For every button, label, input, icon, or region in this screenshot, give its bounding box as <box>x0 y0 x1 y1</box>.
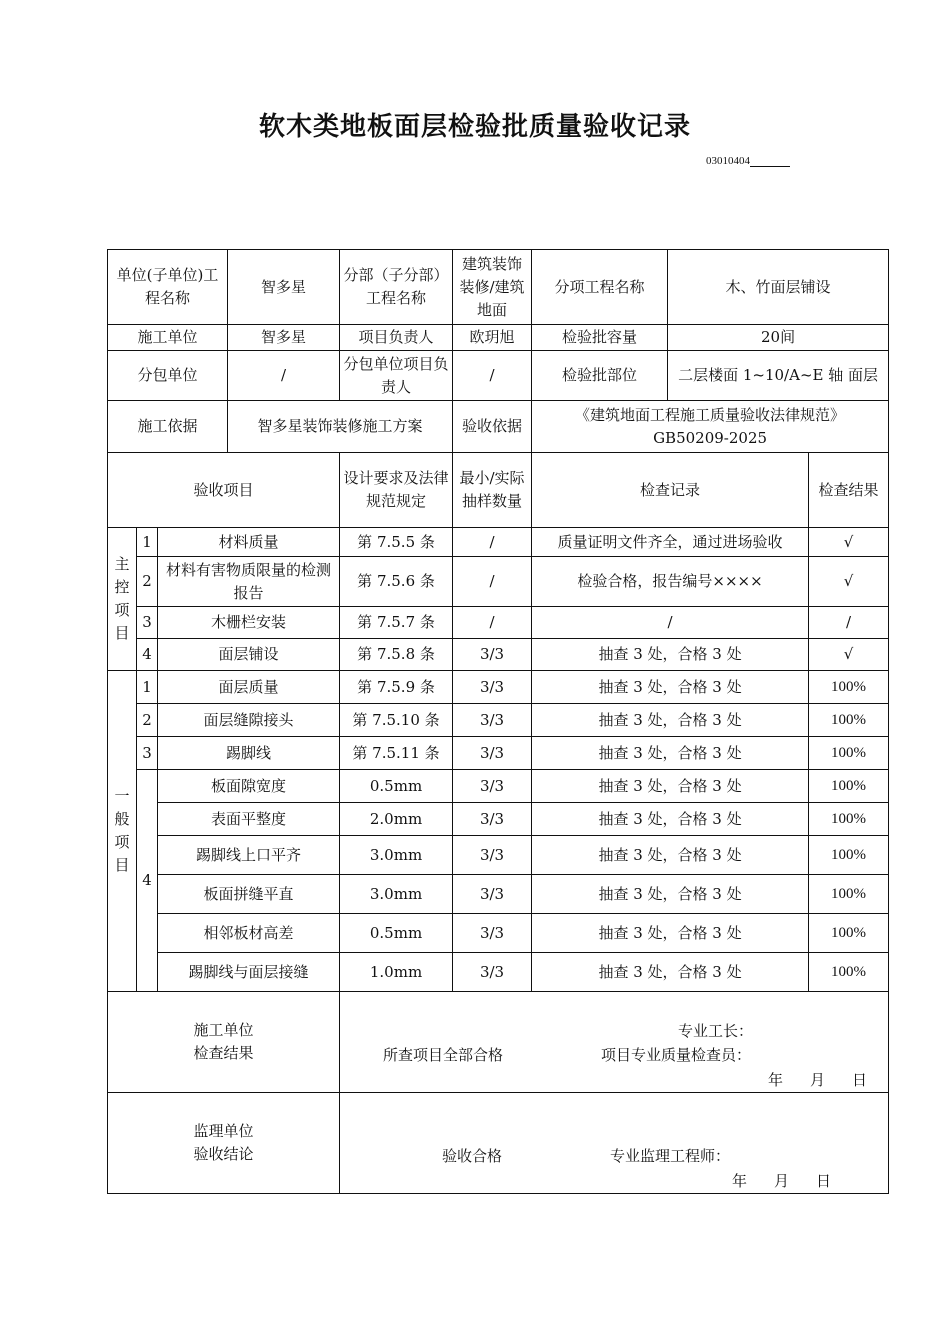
row-result: √ <box>809 528 889 557</box>
row-clause: 第 7.5.11 条 <box>340 737 453 770</box>
row-record: 抽查 3 处，合格 3 处 <box>532 704 809 737</box>
sub-pm-label: 分包单位项目负责人 <box>340 351 453 401</box>
col-items: 验收项目 <box>108 453 340 528</box>
row-name: 相邻板材高差 <box>158 914 340 953</box>
table-row <box>108 671 889 704</box>
location-value: 二层楼面 1~10/A~E 轴 面层 <box>668 351 889 401</box>
sub-value: / <box>228 351 340 401</box>
constructor-check-label <box>108 992 340 1093</box>
header-row-subcontractor <box>108 351 889 401</box>
table-row <box>108 770 889 803</box>
general-label <box>108 671 137 992</box>
sub-label: 分包单位 <box>108 351 228 401</box>
row-record: 质量证明文件齐全，通过进场验收 <box>532 528 809 557</box>
row-record: 抽查 3 处，合格 3 处 <box>532 770 809 803</box>
row-no: 3 <box>137 607 158 639</box>
group-no: 4 <box>137 770 158 992</box>
acceptance-basis-standard: 《建筑地面工程施工质量验收法律规范》 <box>575 405 846 424</box>
row-name: 木栅栏安装 <box>158 607 340 639</box>
row-name: 踢脚线 <box>158 737 340 770</box>
table-row <box>108 803 889 836</box>
row-result: 100% <box>809 737 889 770</box>
row-record: 抽查 3 处，合格 3 处 <box>532 875 809 914</box>
row-no: 4 <box>137 639 158 671</box>
row-sample: 3/3 <box>453 671 532 704</box>
header-row-basis <box>108 401 889 453</box>
header-row-constructor <box>108 325 889 351</box>
row-record: 抽查 3 处，合格 3 处 <box>532 953 809 992</box>
row-clause: 0.5mm <box>340 914 453 953</box>
row-result: 100% <box>809 704 889 737</box>
row-sample: 3/3 <box>453 639 532 671</box>
row-clause: 第 7.5.5 条 <box>340 528 453 557</box>
form-code-blank <box>750 156 790 167</box>
row-clause: 第 7.5.8 条 <box>340 639 453 671</box>
row-result: 100% <box>809 953 889 992</box>
row-name: 板面隙宽度 <box>158 770 340 803</box>
constructor-check-content <box>340 992 889 1093</box>
row-record: 抽查 3 处，合格 3 处 <box>532 639 809 671</box>
row-result: √ <box>809 639 889 671</box>
row-clause: 1.0mm <box>340 953 453 992</box>
item-value: 木、竹面层铺设 <box>668 250 889 325</box>
constructor-value: 智多星 <box>228 325 340 351</box>
pm-value: 欧玥旭 <box>453 325 532 351</box>
table-row <box>108 528 889 557</box>
col-sample: 最小/实际抽样数量 <box>453 453 532 528</box>
supervisor-conclusion: 验收合格 <box>442 1147 503 1165</box>
row-result: 100% <box>809 836 889 875</box>
capacity-label: 检验批容量 <box>532 325 668 351</box>
row-clause: 第 7.5.9 条 <box>340 671 453 704</box>
row-record: 抽查 3 处，合格 3 处 <box>532 737 809 770</box>
column-header-row <box>108 453 889 528</box>
row-name: 面层缝隙接头 <box>158 704 340 737</box>
row-result: 100% <box>809 875 889 914</box>
header-row-project <box>108 250 889 325</box>
supervisor-check-content <box>340 1093 889 1194</box>
row-record: 抽查 3 处，合格 3 处 <box>532 914 809 953</box>
main-control-label-text: 主控项目 <box>114 555 130 642</box>
row-result: 100% <box>809 803 889 836</box>
row-clause: 3.0mm <box>340 836 453 875</box>
row-clause: 0.5mm <box>340 770 453 803</box>
row-sample: 3/3 <box>453 803 532 836</box>
constructor-check-label-1: 施工单位 <box>193 1021 254 1039</box>
row-clause: 3.0mm <box>340 875 453 914</box>
table-row <box>108 607 889 639</box>
foreman-label: 专业工长： <box>678 1022 754 1040</box>
acceptance-basis-value <box>532 401 889 453</box>
table-row <box>108 704 889 737</box>
row-clause: 第 7.5.7 条 <box>340 607 453 639</box>
col-result: 检查结果 <box>809 453 889 528</box>
row-sample: 3/3 <box>453 875 532 914</box>
table-row <box>108 953 889 992</box>
row-result: √ <box>809 557 889 607</box>
row-name: 材料有害物质限量的检测报告 <box>158 557 340 607</box>
row-name: 板面拼缝平直 <box>158 875 340 914</box>
unit-value: 智多星 <box>228 250 340 325</box>
row-result: 100% <box>809 770 889 803</box>
form-code-number: 03010404 <box>706 155 750 167</box>
supervisor-day: 日 <box>816 1172 832 1190</box>
inspection-table <box>107 249 889 1194</box>
unit-label: 单位(子单位)工程名称 <box>108 250 228 325</box>
row-record: 抽查 3 处，合格 3 处 <box>532 803 809 836</box>
row-name: 面层铺设 <box>158 639 340 671</box>
row-record: 抽查 3 处，合格 3 处 <box>532 836 809 875</box>
supervisor-year: 年 <box>732 1172 748 1190</box>
constructor-check-label-2: 检查结果 <box>193 1044 254 1062</box>
row-record: 抽查 3 处，合格 3 处 <box>532 671 809 704</box>
col-design: 设计要求及法律规范规定 <box>340 453 453 528</box>
table-row <box>108 914 889 953</box>
row-name: 面层质量 <box>158 671 340 704</box>
table-row <box>108 875 889 914</box>
row-record: / <box>532 607 809 639</box>
row-sample: 3/3 <box>453 914 532 953</box>
row-no: 1 <box>137 528 158 557</box>
constructor-check-row <box>108 992 889 1093</box>
supervisor-check-label-1: 监理单位 <box>193 1122 254 1140</box>
col-record: 检查记录 <box>532 453 809 528</box>
page-title: 软木类地板面层检验批质量验收记录 <box>258 112 691 142</box>
table-row <box>108 639 889 671</box>
row-name: 表面平整度 <box>158 803 340 836</box>
pm-label: 项目负责人 <box>340 325 453 351</box>
row-no: 1 <box>137 671 158 704</box>
location-label: 检验批部位 <box>532 351 668 401</box>
constructor-year: 年 <box>768 1071 784 1089</box>
acceptance-basis-label: 验收依据 <box>453 401 532 453</box>
form-code <box>706 155 790 167</box>
constructor-label: 施工单位 <box>108 325 228 351</box>
constructor-month: 月 <box>810 1071 826 1089</box>
row-no: 2 <box>137 704 158 737</box>
row-sample: 3/3 <box>453 836 532 875</box>
row-sample: 3/3 <box>453 770 532 803</box>
row-clause: 2.0mm <box>340 803 453 836</box>
table-row <box>108 737 889 770</box>
basis-label: 施工依据 <box>108 401 228 453</box>
row-sample: 3/3 <box>453 704 532 737</box>
row-clause: 第 7.5.6 条 <box>340 557 453 607</box>
basis-value: 智多星装饰装修施工方案 <box>228 401 453 453</box>
row-sample: / <box>453 607 532 639</box>
row-sample: 3/3 <box>453 737 532 770</box>
supervisor-check-label <box>108 1093 340 1194</box>
constructor-conclusion: 所查项目全部合格 <box>383 1046 504 1064</box>
row-no: 2 <box>137 557 158 607</box>
supervisor-check-row <box>108 1093 889 1194</box>
table-row <box>108 557 889 607</box>
main-control-label <box>108 528 137 671</box>
general-label-text: 一般项目 <box>114 787 130 874</box>
capacity-value: 20间 <box>668 325 889 351</box>
engineer-label: 专业监理工程师： <box>610 1147 731 1165</box>
row-name: 材料质量 <box>158 528 340 557</box>
row-sample: 3/3 <box>453 953 532 992</box>
row-sample: / <box>453 528 532 557</box>
row-no: 3 <box>137 737 158 770</box>
inspector-label: 项目专业质量检查员： <box>601 1046 752 1064</box>
supervisor-month: 月 <box>774 1172 790 1190</box>
division-label: 分部（子分部）工程名称 <box>340 250 453 325</box>
item-label: 分项工程名称 <box>532 250 668 325</box>
row-result: / <box>809 607 889 639</box>
row-sample: / <box>453 557 532 607</box>
row-record: 检验合格，报告编号×××× <box>532 557 809 607</box>
row-result: 100% <box>809 914 889 953</box>
constructor-day: 日 <box>852 1071 868 1089</box>
row-result: 100% <box>809 671 889 704</box>
division-value: 建筑装饰装修/建筑地面 <box>453 250 532 325</box>
table-row <box>108 836 889 875</box>
row-name: 踢脚线与面层接缝 <box>158 953 340 992</box>
acceptance-basis-code: GB50209-2025 <box>653 428 768 447</box>
sub-pm-value: / <box>453 351 532 401</box>
supervisor-check-label-2: 验收结论 <box>193 1145 254 1163</box>
row-name: 踢脚线上口平齐 <box>158 836 340 875</box>
row-clause: 第 7.5.10 条 <box>340 704 453 737</box>
